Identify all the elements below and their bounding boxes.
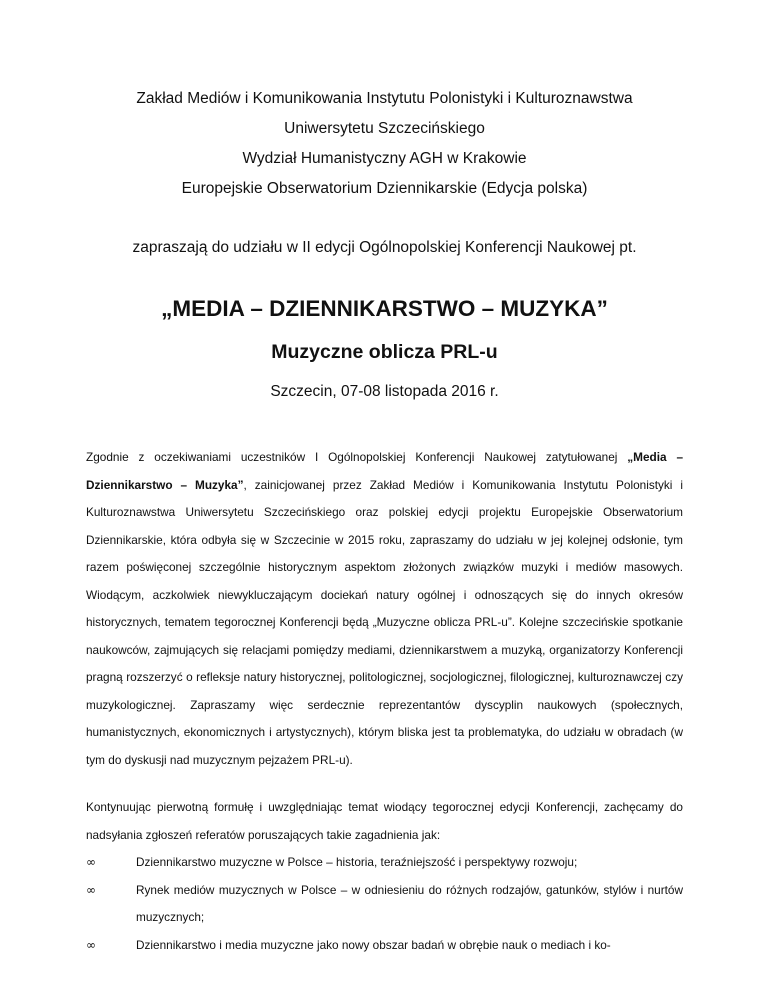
organizer-line: Europejskie Obserwatorium Dziennikarskie (Edycja polska) [181, 180, 588, 197]
list-item [86, 932, 683, 960]
conference-date-place: Szczecin, 07-08 listopada 2016 r. [270, 383, 499, 400]
organizer-line: Zakład Mediów i Komunikowania Instytutu Polonistyki i Kulturoznawstwa [136, 90, 633, 107]
organizer-line: Uniwersytetu Szczecińskiego [284, 120, 485, 137]
conference-subtitle: Muzyczne oblicza PRL-u [271, 341, 498, 363]
list-item [86, 877, 683, 932]
intro-text-start: Zgodnie z oczekiwaniami uczestników I Ogólnopolskiej Konferencji Naukowej zatytułowanej [86, 450, 628, 464]
intro-paragraph [86, 444, 683, 774]
previous-conference-title: „Media – Dziennikarstwo – Muzyka” [86, 450, 684, 492]
topic-text: Rynek mediów muzycznych w Polsce – w odniesieniu do różnych rodzajów, gatunków, stylów i nurtów muzycznych; [136, 882, 683, 924]
intro-text-rest: , zainicjowanej przez Zakład Mediów i Komunikowania Instytutu Polonistyki i Kulturoznawstwa Uniwersytetu Szczecińskiego oraz polskiej edycji projektu Europejskie Obserwatorium Dziennikarskie, która odbyła się w Szczecinie w 2015 roku, zapraszamy do udziału w jej kolejnej odsłonie, tym razem poświęconej szczególnie historycznym aspektom złożonych związków muzyki i mediów masowych. Wiodącym, aczkolwiek niewykluczającym dociekań natury ogólnej i odnoszących się do innych okresów historycznych, tematem tegorocznej Konferencji będą „Muzyczne oblicza PRL-u”. Kolejne szczecińskie spotkanie naukowców, zajmujących się relacjami pomiędzy mediami, dziennikarstwem a muzyką, organizatorzy Konferencji pragną rozszerzyć o refleksje natury historycznej, politologicznej, socjologicznej, filologicznej, kulturoznawczej czy muzykologicznej. Zapraszamy więc serdecznie reprezentantów dyscyplin naukowych (społecznych, humanistycznych, ekonomicznych i artystycznych), którym bliska jest ta problematyka, do udziału w obradach (w tym do dyskusji nad muzycznym pejzażem PRL-u). [86, 477, 683, 767]
invitation-line: zapraszają do udziału w II edycji Ogólnopolskiej Konferencji Naukowej pt. [132, 239, 637, 256]
topics-intro-paragraph: Kontynuując pierwotną formułę i uwzględniając temat wiodący tegorocznej edycji Konferencji, zachęcamy do nadsyłania zgłoszeń referatów poruszających takie zagadnienia jak: [86, 800, 683, 842]
topic-text: Dziennikarstwo i media muzyczne jako nowy obszar badań w obrębie nauk o mediach i ko- [136, 937, 611, 952]
topic-text: Dziennikarstwo muzyczne w Polsce – historia, teraźniejszość i perspektywy rozwoju; [136, 855, 578, 869]
infinity-bullet-icon: ∞ [86, 937, 96, 952]
list-item [86, 849, 683, 877]
conference-title: „MEDIA – DZIENNIKARSTWO – MUZYKA” [161, 296, 608, 321]
organizers-header [86, 0, 683, 204]
infinity-bullet-icon: ∞ [86, 855, 96, 869]
infinity-bullet-icon: ∞ [86, 882, 96, 897]
topics-list [86, 849, 683, 959]
organizer-line: Wydział Humanistyczny AGH w Krakowie [242, 150, 527, 167]
